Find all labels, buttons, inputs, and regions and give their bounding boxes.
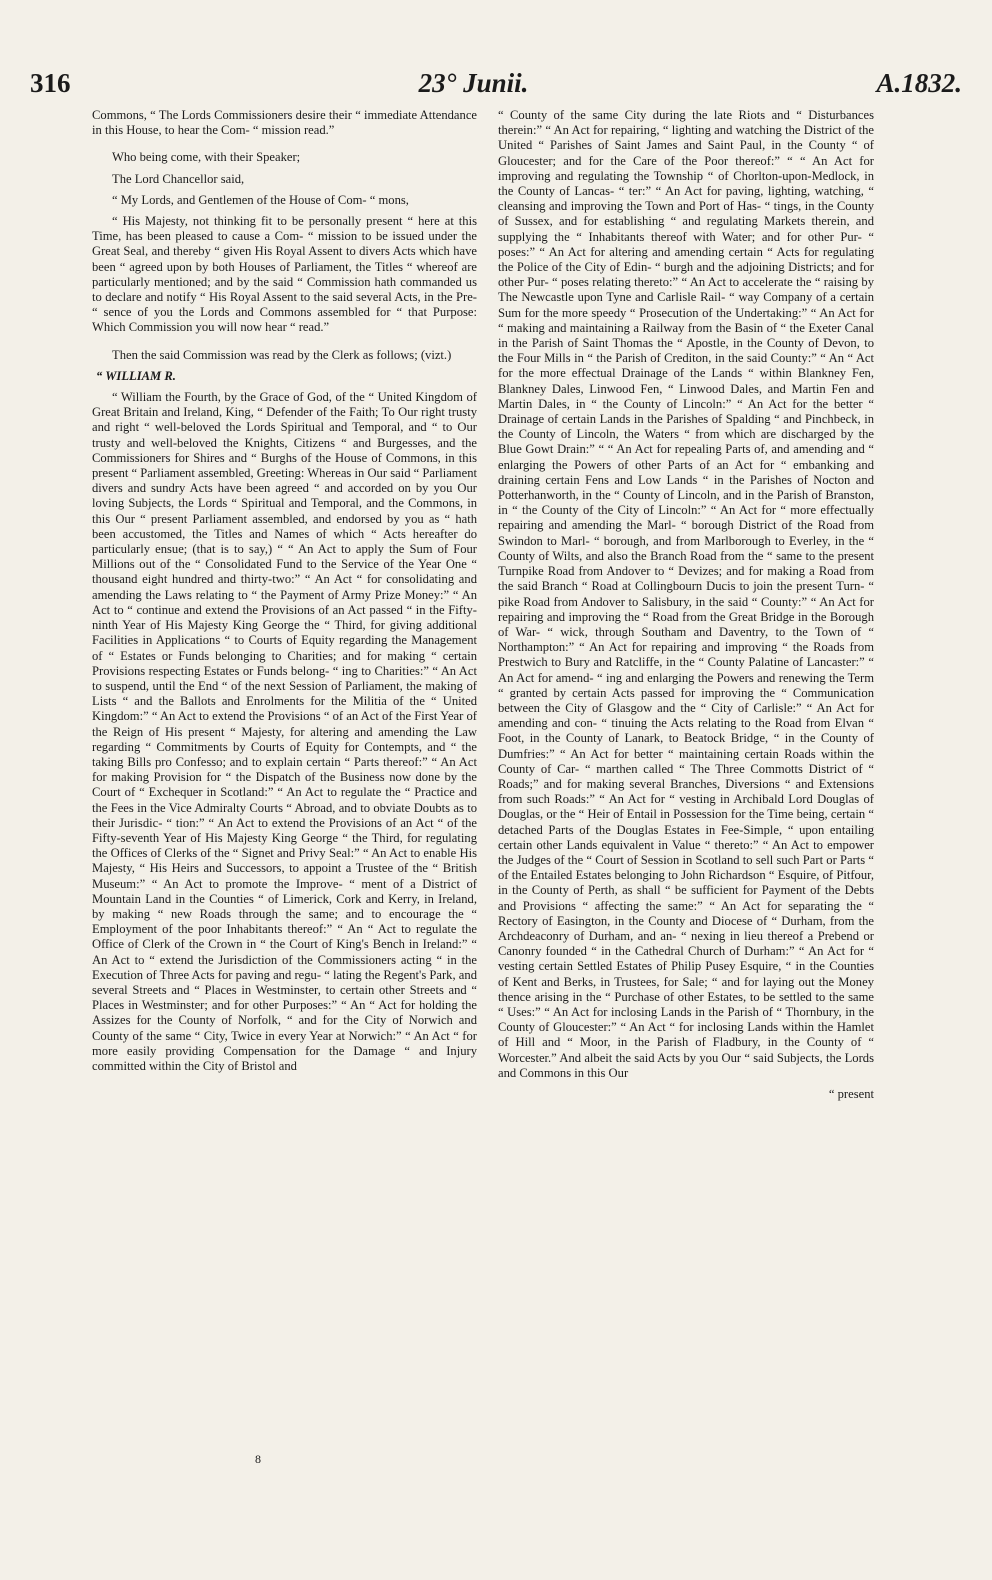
paragraph-chancellor: The Lord Chancellor said, (112, 171, 245, 186)
paragraph-speech: “ His Majesty, not thinking fit to be personally present “ here at this Time, has been pleased to cause a Com- “ mission to be issued under the Great Seal, and thereby “ given His Royal Assent to divers Acts which have been “ agreed upon by both Houses of Parliament, the Titles “ whereof are particularly mentioned; and by the said “ Commission hath commanded us to declare and notify “ His Royal Assent to the said several Acts, in the Pre- “ sence of you the Lords and Commons assembled for “ that Purpose: Which Commission you will now hear “ read.” (92, 214, 477, 335)
page-date: 23° Junii. (418, 68, 529, 98)
paragraph-commission: “ William the Fourth, by the Grace of God, of the “ United Kingdom of Great Britain and Ireland, King, “ Defender of the Faith; To Our right trusty and right “ well-beloved the Lords Spiritual and Temporal, and “ to Our trusty and well-beloved the Knights, Citizens “ and Burgesses, and the Commissioners for Shires and “ Burghs of the House of Commons, in this present “ Parliament assembled, Greeting: Whereas in Our said “ Parliament divers and sundry Acts have been agreed “ and accorded on by you Our loving Subjects, the Lords “ Spiritual and Temporal, and the Commons, in this Our “ present Parliament assembled, and endorsed by you as “ hath been accustomed, the Titles and Names of which “ Acts hereafter do particularly ensue; (that is to say,) “ “ An Act to apply the Sum of Four Millions out of the “ Consolidated Fund to the Service of the Year One “ thousand eight hundred and thirty-two:” “ An Act “ for consolidating and amending the Laws relating to “ the Payment of Army Prize Money:” “ An Act to “ continue and extend the Provisions of an Act passed “ in the Fifty-ninth Year of His Majesty King George the “ Third, for giving additional Facilities in Applications “ to Courts of Equity regarding the Management of “ Estates or Funds belonging to Charities; and for making “ certain Provisions respecting Estates or Funds belong- “ ing to Charities:” “ An Act to suspend, until the End “ of the next Session of Parliament, the making of Lists “ and the Ballots and Enrolments for the Militia of the “ United Kingdom:” “ An Act to extend the Provisions “ of an Act of the First Year of the Reign of His present “ Majesty, for altering and amending the Law regarding “ Commitments by Courts of Equity for Contempts, and “ the taking Bills pro Confesso; and to explain certain “ Parts thereof:” “ An Act for making Provision for “ the Dispatch of the Business now done by the Court of “ Exchequer in Scotland:” “ An Act to regulate the “ Practice and the Fees in the Vice Admiralty Courts “ Abroad, and to obviate Doubts as to their Jurisdic- “ tion:” “ An Act to extend the Provisions of an Act “ of the Fifty-seventh Year of His Majesty King George “ the Third, for regulating the Offices of Clerks of the “ Signet and Privy Seal:” “ An Act to enable His Majesty, “ His Heirs and Successors, to appoint a Trustee of the “ British Museum:” “ An Act to promote the Improve- “ ment of a District of Mountain Land in the Counties “ of Limerick, Cork and Kerry, in Ireland, by making “ new Roads through the same; and to encourage the “ Employment of the poor Inhabitants thereof:” “ An “ Act to regulate the Office of Clerk of the Crown in “ the Court of King's Bench in Ireland:” “ An Act to “ extend the Jurisdiction of the Commissioners acting “ in the Execution of Three Acts for paving and regu- “ lating the Regent's Park, and several Streets and “ Places in Westminster, to certain other Streets and “ Places in Westminster; and for other Purposes:” “ An “ Act for holding the Assizes for the County of Norfolk, “ and for the City of Norwich and County of the same “ City, Twice in every Year at Norwich:” “ An Act “ for more easily providing Compensation for the Damage “ and Injury committed within the City of Bristol and (92, 390, 477, 1073)
right-column (498, 108, 874, 1108)
paragraph-message: Commons, “ The Lords Commissioners desire their “ immediate Attendance in this House, to hear the Com- “ mission read.” (92, 108, 477, 138)
signature-mark: 8 (255, 1452, 261, 1466)
paragraph-acts-continued: “ County of the same City during the late Riots and “ Disturbances therein:” “ An Act for repairing, “ lighting and watching the District of the United “ Parishes of Saint James and Saint Paul, in the County “ of Gloucester; and for the Care of the Poor thereof:” “ “ An Act for improving and regulating the Township “ of Chorlton-upon-Medlock, in the County of Lancas- “ ter:” “ An Act for paving, lighting, watching, “ cleansing and improving the Town and Port of Has- “ tings, in the County of Sussex, and for establishing “ and regulating Markets therein, and supplying the “ Inhabitants thereof with Water; and for other Pur- “ poses:” “ An Act for altering and amending certain “ Acts for regulating the Police of the City of Edin- “ burgh and the adjoining Districts; and for other Pur- “ poses relating thereto:” “ An Act to accelerate the “ raising by The Newcastle upon Tyne and Carlisle Rail- “ way Company of a certain Sum for the more speedy “ Prosecution of the Undertaking:” “ An Act for “ making and maintaining a Railway from the Basin of “ the Exeter Canal in the Parish of Saint Thomas the “ Apostle, in the County of Devon, to the Four Mills in “ the Parish of Crediton, in the said County:” “ An “ Act for the more effectual Drainage of the Lands “ within Blankney Fen, Blankney Dales, Linwood Fen, “ Linwood Dales, and Martin Fen and Martin Dales, in “ the County of Lincoln:” “ An Act for the better “ Drainage of certain Lands in the Parishes of Spalding “ and Pinchbeck, in the County of Lincoln, the Waters “ from which are discharged by the Blue Gowt Drain:” “ “ An Act for repealing Parts of, and amending and “ enlarging the Powers of other Parts of an Act for “ embanking and draining certain Fens and Low Lands “ in the Parishes of Nocton and Potterhanworth, in the “ County of Lincoln, and in the Parish of Branston, in “ the County of the City of Lincoln:” “ An Act for “ more effectually repairing and amending the Marl- “ borough District of the Road from Swindon to Marl- “ borough, and from Marlborough to Everley, in the “ County of Wilts, and also the Branch Road from the “ same to the present Turnpike Road from Andover to “ Devizes; and for making a Road from the said Branch “ Road at Collingbourn Ducis to join the present Turn- “ pike Road from Andover to Salisbury, in the said “ County:” “ An Act for repairing and improving the “ Road from the Great Bridge in the Borough of War- “ wick, through Southam and Daventry, to the Town of “ Northampton:” “ An Act for repairing and improving “ the Roads from Prestwich to Bury and Ratcliffe, in the “ County Palatine of Lancaster:” “ An Act for amend- “ ing and enlarging the Powers and renewing the Term “ granted by certain Acts passed for improving the “ Communication between the City of Glasgow and the “ City of Carlisle:” “ An Act for amending and con- “ tinuing the Acts relating to the Road from Elvan “ Foot, in the County of Lanark, to Beatock Bridge, “ in the County of Dumfries:” “ An Act for better “ maintaining certain Roads within the County of Car- “ marthen called “ The Three Commotts District of “ Roads;” and for making several Branches, Diversions “ and Extensions from such Roads:” “ An Act for “ vesting in Archibald Lord Douglas of Douglas, or the “ Heir of Entail in Possession for the Time being, certain “ detached Parts of the Douglas Estates in Fee-Simple, “ upon entailing certain other Lands equivalent in Value “ thereto:” “ An Act to empower the Judges of the “ Court of Session in Scotland to sell such Part or Parts “ of the Entailed Estates belonging to John Richardson “ Esquire, of Pitfour, in the County of Perth, as shall “ be sufficient for Payment of the Debts and Provisions “ affecting the same:” “ An Act for separating the “ Rectory of Easington, in the County and Diocese of “ Durham, from the Archdeaconry of Durham, and an- “ nexing in lieu thereof a Prebend or Canonry founded “ in the Cathedral Church of Durham:” “ An Act for “ vesting certain Settled Estates of Philip Pusey Esquire, “ in the Counties of Kent and Berks, in Trustees, for Sale; “ and for laying out the Money thence arising in the “ Purchase of other Estates, to be settled to the same “ Uses:” “ An Act for inclosing Lands in the Parish of “ Thornbury, in the County of Gloucester:” “ An Act “ for inclosing Lands within the Hamlet of Hill and “ Moor, in the Parish of Fladbury, in the County of “ Worcester.” And albeit the said Acts by you Our “ said Subjects, the Lords and Commons in this Our (498, 108, 874, 1080)
royal-signature: “ WILLIAM R. (96, 368, 176, 383)
paragraph-commission-read: Then the said Commission was read by the Clerk as follows; (vizt.) (112, 347, 452, 362)
page-header (30, 68, 962, 102)
page-year: A.1832. (876, 68, 962, 98)
paragraph-speaker: Who being come, with their Speaker; (112, 150, 301, 165)
catchword: “ present (828, 1087, 874, 1101)
page-number: 316 (30, 68, 71, 98)
paragraph-address: “ My Lords, and Gentlemen of the House of Com- “ mons, (112, 192, 409, 207)
left-column (92, 108, 477, 1080)
